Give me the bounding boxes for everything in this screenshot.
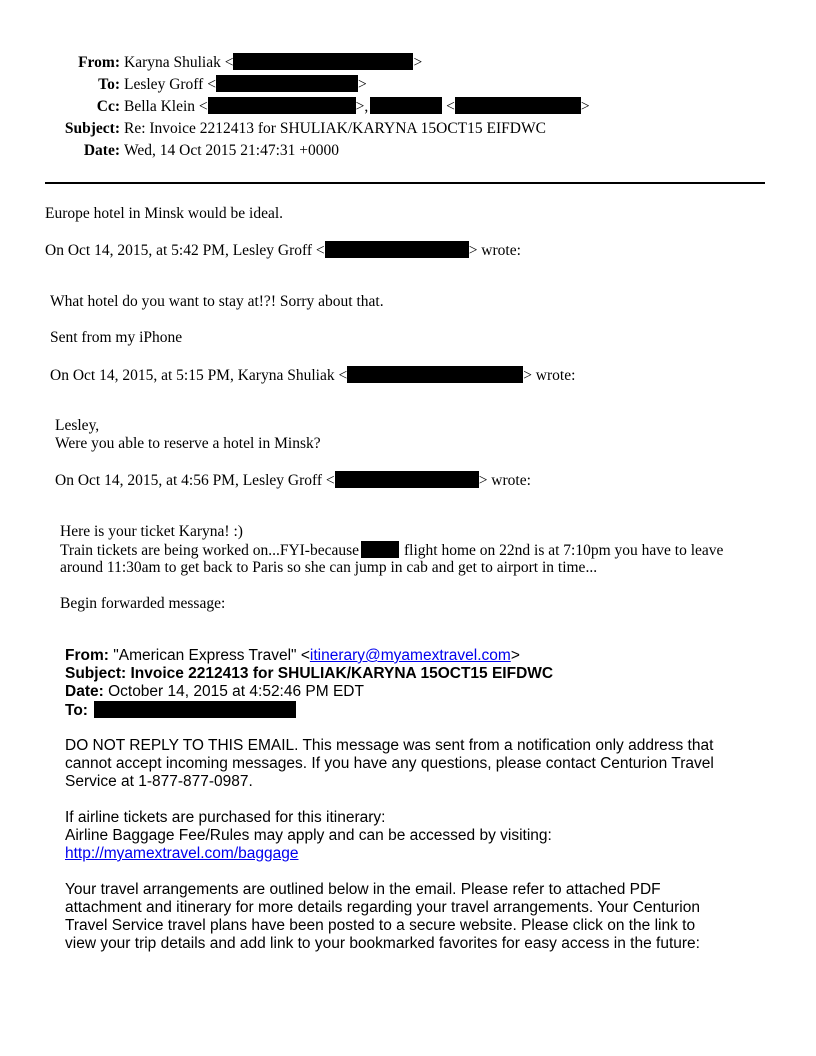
redaction-block — [216, 75, 358, 92]
redaction-block — [233, 53, 413, 70]
fwd-to-label: To: — [65, 702, 88, 719]
attribution-suffix: > wrote: — [468, 242, 521, 259]
quoted-signature: Sent from my iPhone — [50, 329, 183, 346]
to-name: Lesley Groff — [124, 76, 204, 93]
fwd-date-label: Date: — [65, 683, 104, 700]
fwd-from-name: "American Express Travel" < — [113, 647, 310, 664]
itinerary-email-link[interactable]: itinerary@myamextravel.com — [309, 647, 511, 664]
notice-paragraph — [65, 737, 714, 791]
from-label: From: — [78, 54, 120, 71]
fwd-from-row — [65, 647, 520, 665]
subject-text: Re: Invoice 2212413 for SHULIAK/KARYNA 15OCT15 EIFDWC — [124, 120, 546, 137]
fwd-subject-row — [65, 665, 553, 683]
fwd-from-suffix: > — [510, 647, 520, 664]
attribution-text: On Oct 14, 2015, at 5:15 PM, Karyna Shuliak < — [50, 367, 348, 384]
header-subject-row — [0, 118, 546, 140]
redaction-block — [208, 97, 356, 114]
baggage-link[interactable]: http://myamextravel.com/baggage — [65, 845, 299, 862]
forwarded-intro: Begin forwarded message: — [60, 595, 226, 612]
quote-attribution-1 — [45, 241, 521, 260]
redaction-block — [325, 241, 469, 258]
subject-label: Subject: — [64, 120, 120, 137]
attribution-text: On Oct 14, 2015, at 4:56 PM, Lesley Groff < — [55, 472, 335, 489]
reply-line: Europe hotel in Minsk would be ideal. — [45, 205, 284, 222]
cc-name: Bella Klein — [124, 98, 196, 115]
redaction-block — [335, 471, 479, 488]
header-date-row — [0, 140, 339, 162]
attribution-suffix: > wrote: — [523, 367, 576, 384]
cc-label: Cc: — [96, 98, 120, 115]
redaction-block — [370, 97, 442, 114]
from-name: Karyna Shuliak — [124, 54, 221, 71]
paragraph-line: cannot accept incoming messages. If you have any questions, please contact Centurion Travel — [65, 755, 714, 772]
arrangements-paragraph — [65, 881, 700, 953]
fwd-subject-text: Invoice 2212413 for SHULIAK/KARYNA 15OCT15 EIFDWC — [130, 665, 554, 682]
fwd-from-label: From: — [65, 647, 109, 664]
to-label: To: — [98, 76, 120, 93]
header-cc-row: Cc: Bella Klein < >, < > — [0, 96, 590, 118]
quoted-line: around 11:30am to get back to Paris so she can jump in cab and get to airport in time... — [60, 559, 598, 576]
header-from-row: From: Karyna Shuliak < > — [0, 52, 422, 74]
attribution-text: On Oct 14, 2015, at 5:42 PM, Lesley Groff < — [45, 242, 325, 259]
header-divider — [45, 182, 765, 184]
paragraph-line: Travel Service travel plans have been posted to a secure website. Please click on the link to — [65, 917, 696, 934]
quoted-line: Here is your ticket Karyna! :) — [60, 523, 243, 540]
paragraph-line: Your travel arrangements are outlined below in the email. Please refer to attached PDF — [65, 881, 661, 898]
paragraph-line: DO NOT REPLY TO THIS EMAIL. This message was sent from a notification only address that — [65, 737, 714, 754]
paragraph-line: Airline Baggage Fee/Rules may apply and can be accessed by visiting: — [65, 827, 552, 844]
header-to-row: To: Lesley Groff < > — [0, 74, 367, 96]
fwd-date-text: October 14, 2015 at 4:52:46 PM EDT — [108, 683, 364, 700]
redaction-block — [347, 366, 523, 383]
fwd-subject-label: Subject: — [65, 665, 127, 682]
quoted-line: Lesley, — [55, 417, 100, 434]
fwd-to-row — [65, 701, 296, 720]
quoted-line — [60, 541, 723, 560]
paragraph-line: Service at 1-877-877-0987. — [65, 773, 253, 790]
paragraph-line: view your trip details and add link to your bookmarked favorites for easy access in the future: — [65, 935, 700, 952]
quote-attribution-3 — [55, 471, 531, 490]
quoted-line: What hotel do you want to stay at!?! Sorry about that. — [50, 293, 384, 310]
paragraph-line: attachment and itinerary for more details regarding your travel arrangements. Your Centurion — [65, 899, 700, 916]
redaction-block — [361, 541, 399, 558]
date-text: Wed, 14 Oct 2015 21:47:31 +0000 — [124, 142, 340, 159]
quoted-text: flight home on 22nd is at 7:10pm you have to leave — [404, 542, 724, 559]
quote-attribution-2 — [50, 366, 575, 385]
redaction-block — [94, 701, 296, 718]
attribution-suffix: > wrote: — [478, 472, 531, 489]
quoted-line: Were you able to reserve a hotel in Minsk? — [55, 435, 321, 452]
fwd-date-row — [65, 683, 364, 701]
baggage-paragraph — [65, 809, 552, 863]
redaction-block — [455, 97, 581, 114]
quoted-text: Train tickets are being worked on...FYI-because — [60, 542, 360, 559]
date-label: Date: — [83, 142, 120, 159]
paragraph-line: If airline tickets are purchased for this itinerary: — [65, 809, 386, 826]
